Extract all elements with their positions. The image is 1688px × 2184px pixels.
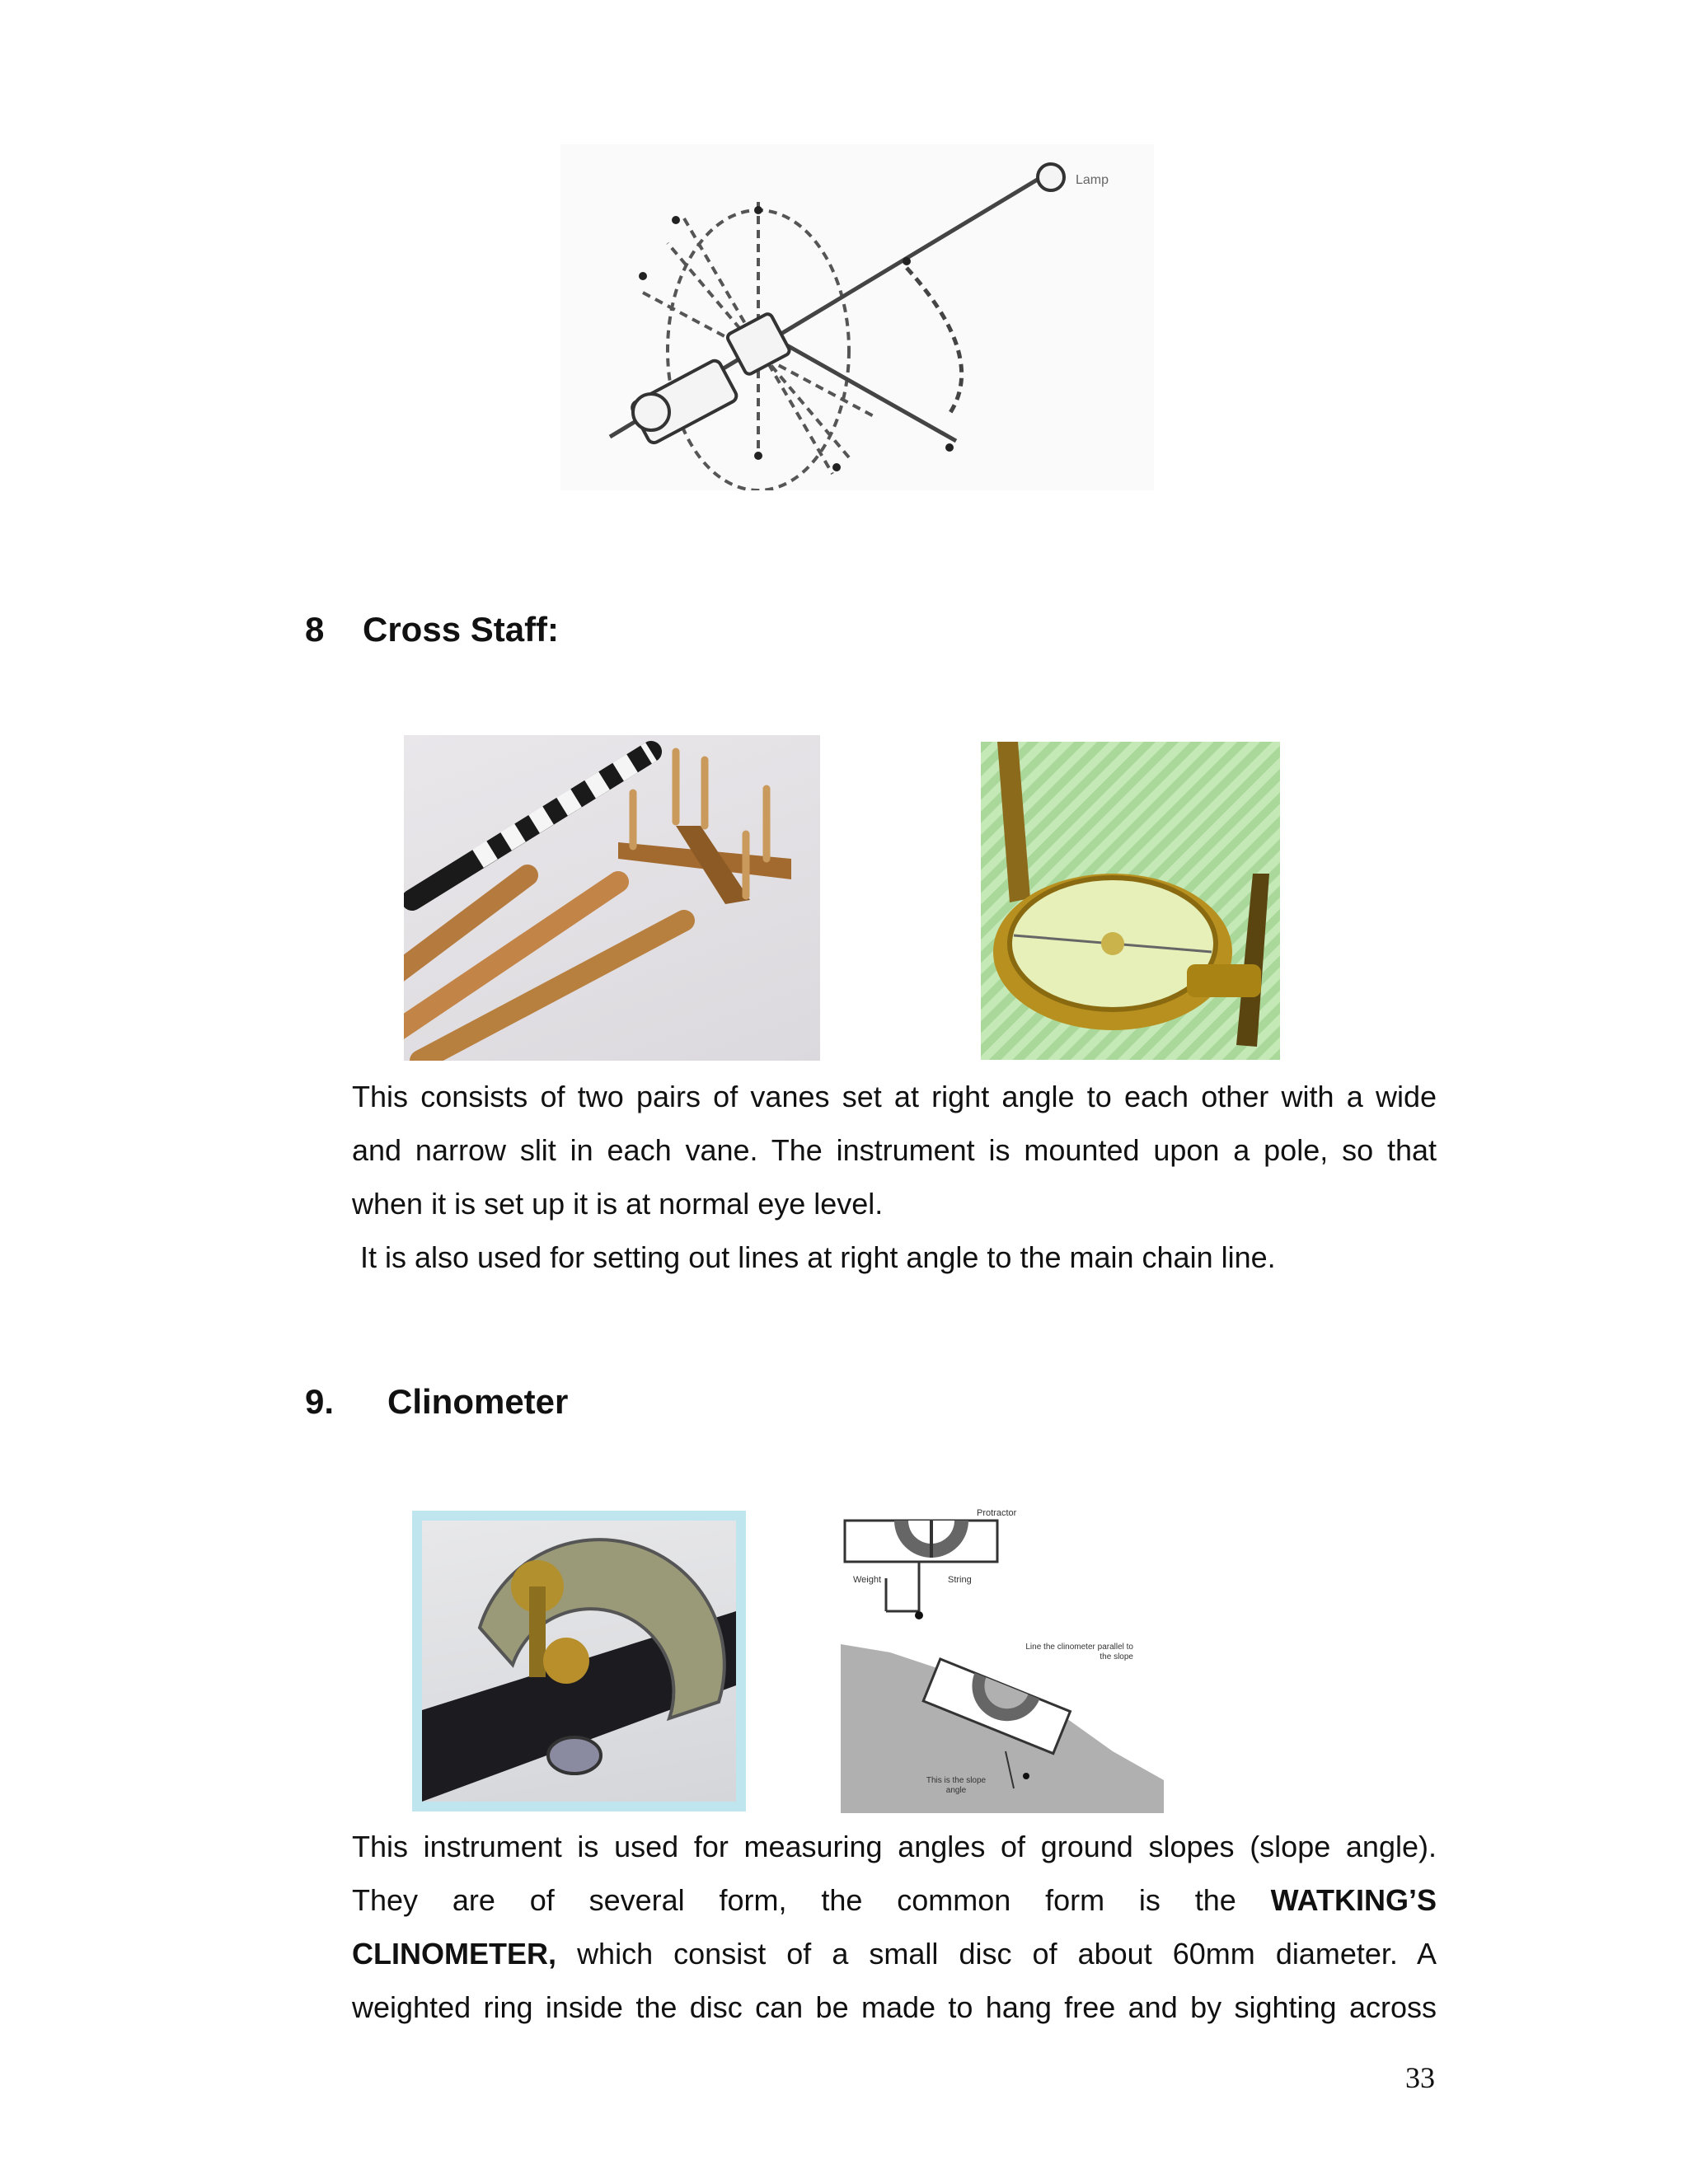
- section-8-paragraph: [352, 1070, 1437, 1284]
- slope-line-note: Line the clinometer parallel to the slope: [1025, 1643, 1133, 1661]
- section-9-number: 9.: [305, 1382, 335, 1421]
- section-9-line-4: weighted ring inside the disc can be made to hang free and by sighting across: [352, 1990, 1437, 2024]
- clinometer-diagram-svg: [841, 1504, 1164, 1813]
- page-number: 33: [1405, 2061, 1435, 2094]
- watking-bold: WATKING’S: [1270, 1883, 1437, 1917]
- section-9-line-2-text: They are of several form, the common form is the: [352, 1883, 1236, 1917]
- lamp-label: Lamp: [1076, 173, 1109, 187]
- section-8-line-2: and narrow slit in each vane. The instrument is mounted upon a pole, so that: [352, 1133, 1437, 1167]
- cross-staff-svg: [404, 735, 820, 1061]
- compass-photo: [981, 742, 1280, 1060]
- compass-svg: [981, 742, 1280, 1060]
- section-9-title: Clinometer: [387, 1382, 569, 1421]
- section-8-number: 8: [305, 610, 325, 649]
- string-label: String: [948, 1575, 972, 1585]
- protractor-label: Protractor: [977, 1508, 1017, 1518]
- weight-label: Weight: [853, 1575, 882, 1585]
- section-8-title: Cross Staff:: [363, 610, 560, 649]
- section-8-line-3: when it is set up it is at normal eye level.: [352, 1187, 884, 1221]
- cross-staff-photo: [404, 735, 820, 1061]
- section-9-line-3: [352, 1927, 1437, 1980]
- clinometer-diagram: [841, 1504, 1164, 1813]
- optical-square-diagram: [560, 144, 1154, 490]
- clinometer-bold: CLINOMETER,: [352, 1937, 556, 1971]
- section-8-line-1: This consists of two pairs of vanes set at right angle to each other with a wide: [352, 1080, 1437, 1113]
- section-9-line-2: [352, 1873, 1437, 1927]
- clinometer-photo: [412, 1511, 746, 1811]
- clinometer-photo-frame: [422, 1521, 736, 1802]
- section-9-line-3-text: which consist of a small disc of about 60mm diameter. A: [577, 1937, 1437, 1971]
- clinometer-svg: [422, 1521, 736, 1802]
- section-9-line-1: This instrument is used for measuring angles of ground slopes (slope angle).: [352, 1830, 1437, 1863]
- section-9-paragraph: [352, 1820, 1437, 2034]
- section-8-extra-line: It is also used for setting out lines at right angle to the main chain line.: [360, 1240, 1276, 1274]
- slope-angle-note: This is the slope angle: [926, 1776, 987, 1795]
- optical-square-svg: [560, 144, 1154, 490]
